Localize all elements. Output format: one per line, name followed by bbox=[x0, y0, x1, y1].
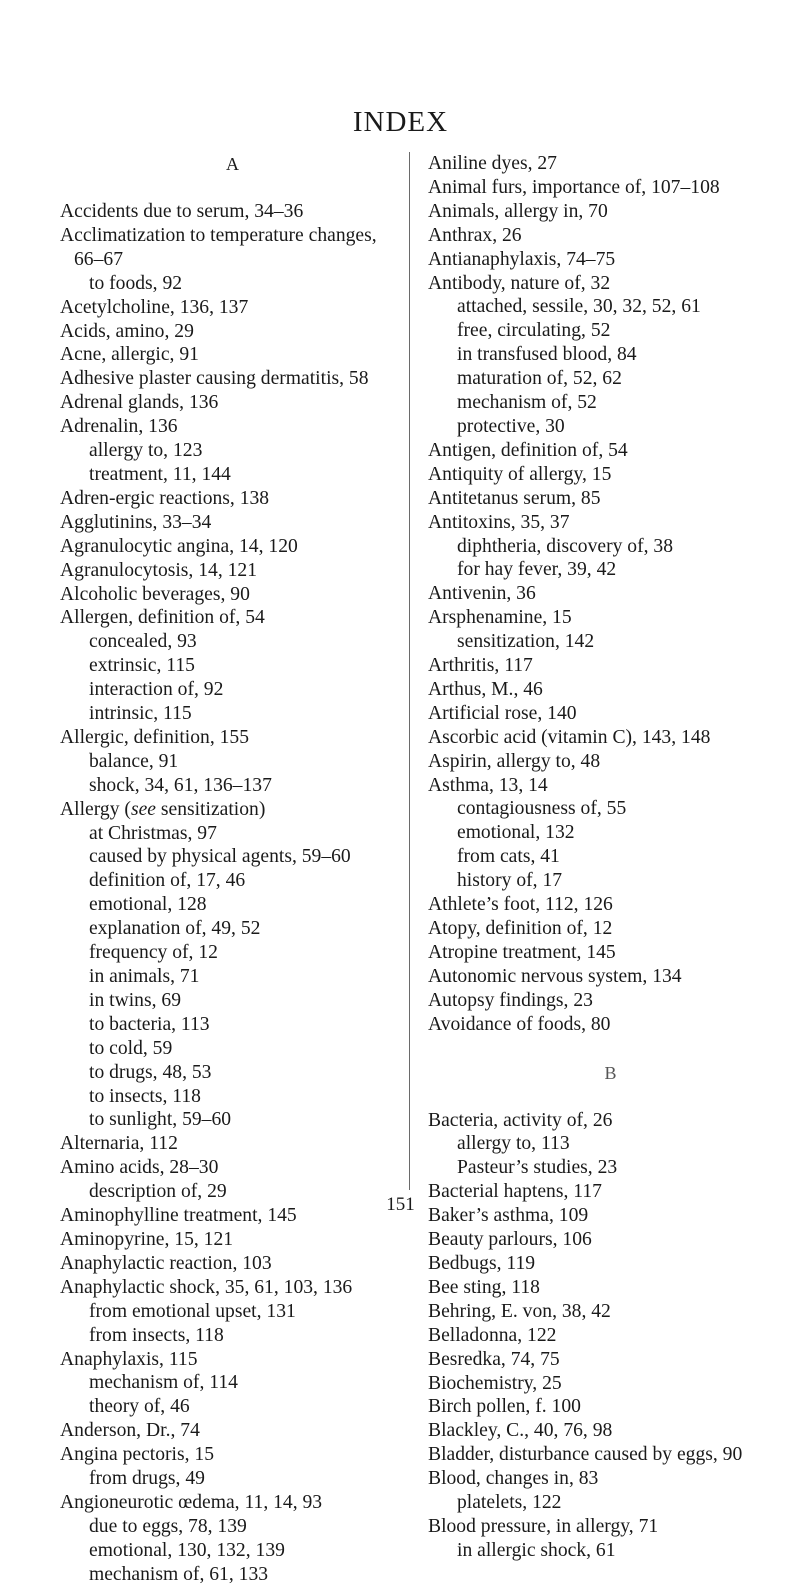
index-entry: Birch pollen, f. 100 bbox=[428, 1396, 581, 1418]
right-column bbox=[428, 152, 793, 1563]
index-entry: Autopsy findings, 23 bbox=[428, 989, 593, 1011]
index-entry: Allergic, definition, 155 bbox=[60, 726, 250, 748]
index-entry: Accidents due to serum, 34–36 bbox=[60, 201, 304, 222]
index-entry: Anaphylactic reaction, 103 bbox=[60, 1252, 272, 1274]
index-entry: Alcoholic beverages, 90 bbox=[60, 583, 250, 605]
index-entry: Blood pressure, in allergy, 71 bbox=[428, 1515, 659, 1537]
index-subentry: shock, 34, 61, 136–137 bbox=[89, 774, 272, 796]
index-entry: Angioneurotic œdema, 11, 14, 93 bbox=[60, 1491, 323, 1513]
index-entry: Bee sting, 118 bbox=[428, 1276, 540, 1298]
index-entry: Artificial rose, 140 bbox=[428, 702, 577, 724]
index-entry: Antivenin, 36 bbox=[428, 583, 536, 605]
index-subentry: to cold, 59 bbox=[89, 1037, 173, 1059]
index-subentry: explanation of, 49, 52 bbox=[89, 918, 261, 940]
right-entry-list-b bbox=[428, 1109, 793, 1563]
index-entry: Bacterial haptens, 117 bbox=[428, 1181, 602, 1203]
index-subentry: mechanism of, 114 bbox=[89, 1372, 238, 1394]
see-target: sensitization) bbox=[155, 798, 266, 820]
index-subentry: extrinsic, 115 bbox=[89, 655, 195, 677]
index-entry: Arthus, M., 46 bbox=[428, 678, 543, 700]
right-entry-list-a bbox=[428, 152, 793, 1037]
index-subentry: sensitization, 142 bbox=[457, 631, 595, 653]
index-entry: Agranulocytic angina, 14, 120 bbox=[60, 535, 298, 557]
index-subentry: allergy to, 113 bbox=[457, 1133, 570, 1155]
index-entry: Antiquity of allergy, 15 bbox=[428, 463, 612, 485]
page-title: INDEX bbox=[352, 106, 449, 138]
index-subentry: to bacteria, 113 bbox=[89, 1013, 210, 1035]
index-subentry: mechanism of, 61, 133 bbox=[89, 1563, 269, 1585]
index-entry: Biochemistry, 25 bbox=[428, 1372, 562, 1394]
index-entry: Adren-ergic reactions, 138 bbox=[60, 487, 270, 509]
index-entry: Acetylcholine, 136, 137 bbox=[60, 296, 249, 318]
index-entry: Antitetanus serum, 85 bbox=[428, 487, 601, 509]
index-subentry: allergy to, 123 bbox=[89, 440, 203, 462]
index-entry: Acne, allergic, 91 bbox=[60, 344, 199, 366]
index-entry: Angina pectoris, 15 bbox=[60, 1444, 214, 1466]
index-entry: Agranulocytosis, 14, 121 bbox=[60, 559, 258, 581]
index-entry: Besredka, 74, 75 bbox=[428, 1348, 560, 1370]
index-subentry: for hay fever, 39, 42 bbox=[457, 559, 617, 581]
index-subentry: attached, sessile, 30, 32, 52, 61 bbox=[457, 296, 701, 318]
index-entry: Agglutinins, 33–34 bbox=[60, 511, 212, 533]
index-entry: Anaphylactic shock, 35, 61, 103, 136 bbox=[60, 1276, 353, 1298]
left-entry-list bbox=[60, 200, 405, 1587]
index-subentry: from cats, 41 bbox=[457, 846, 560, 868]
index-entry: Arsphenamine, 15 bbox=[428, 607, 572, 629]
index-entry: Bedbugs, 119 bbox=[428, 1252, 536, 1274]
index-subentry: to foods, 92 bbox=[89, 272, 183, 294]
index-entry: Bacteria, activity of, 26 bbox=[428, 1109, 613, 1131]
index-entry: Acids, amino, 29 bbox=[60, 320, 194, 342]
index-entry: Autonomic nervous system, 134 bbox=[428, 965, 682, 987]
index-entry: Aspirin, allergy to, 48 bbox=[428, 750, 601, 772]
section-letter-a: A bbox=[226, 154, 239, 174]
index-subentry: balance, 91 bbox=[89, 750, 179, 772]
index-subentry: emotional, 128 bbox=[89, 894, 207, 916]
index-subentry: description of, 29 bbox=[89, 1181, 227, 1203]
index-entry: Amino acids, 28–30 bbox=[60, 1157, 219, 1179]
index-subentry: history of, 17 bbox=[457, 870, 563, 892]
index-subentry: treatment, 11, 144 bbox=[89, 463, 231, 485]
entry-head: Allergy bbox=[60, 798, 120, 820]
index-subentry: diphtheria, discovery of, 38 bbox=[457, 535, 674, 557]
index-entry: Belladonna, 122 bbox=[428, 1324, 557, 1346]
index-entry: Antibody, nature of, 32 bbox=[428, 272, 611, 294]
section-letter-b: B bbox=[604, 1062, 617, 1083]
index-subentry: Pasteur’s studies, 23 bbox=[457, 1157, 618, 1179]
index-entry: Anderson, Dr., 74 bbox=[60, 1420, 200, 1442]
index-entry: Anaphylaxis, 115 bbox=[60, 1348, 198, 1370]
index-entry: Animals, allergy in, 70 bbox=[428, 200, 608, 222]
index-subentry: free, circulating, 52 bbox=[457, 320, 611, 342]
index-subentry: in twins, 69 bbox=[89, 989, 181, 1011]
index-entry: Acclimatization to temperature changes, bbox=[60, 224, 377, 246]
index-subentry: to sunlight, 59–60 bbox=[89, 1109, 232, 1131]
index-entry: Atopy, definition of, 12 bbox=[428, 918, 613, 939]
index-entry: Bladder, disturbance caused by eggs, 90 bbox=[428, 1444, 743, 1466]
index-subentry: concealed, 93 bbox=[89, 631, 197, 653]
index-entry: Antitoxins, 35, 37 bbox=[428, 511, 570, 533]
index-subentry: in animals, 71 bbox=[89, 966, 200, 987]
page-number: 151 bbox=[386, 1194, 415, 1215]
index-entry: Allergen, definition of, 54 bbox=[60, 607, 265, 629]
index-subentry: from drugs, 49 bbox=[89, 1468, 205, 1490]
index-entry: Ascorbic acid (vitamin C), 143, 148 bbox=[428, 726, 711, 748]
index-subentry: to insects, 118 bbox=[89, 1085, 201, 1107]
index-entry: Aniline dyes, 27 bbox=[428, 153, 557, 174]
index-entry: Adrenal glands, 136 bbox=[60, 392, 219, 414]
left-column bbox=[60, 152, 405, 1587]
index-entry: Allergy (see sensitization) bbox=[60, 798, 266, 820]
index-subentry: emotional, 132 bbox=[457, 822, 575, 844]
index-subentry: interaction of, 92 bbox=[89, 679, 224, 701]
index-entry: Blood, changes in, 83 bbox=[428, 1468, 599, 1490]
index-subentry: in allergic shock, 61 bbox=[457, 1539, 616, 1561]
index-subentry: theory of, 46 bbox=[89, 1396, 190, 1418]
see-reference: see bbox=[130, 798, 156, 820]
index-entry: Avoidance of foods, 80 bbox=[428, 1013, 611, 1035]
index-subentry: from emotional upset, 131 bbox=[89, 1300, 296, 1322]
index-entry: Arthritis, 117 bbox=[428, 655, 533, 677]
index-subentry: 66–67 bbox=[74, 248, 123, 270]
index-entry: Antianaphylaxis, 74–75 bbox=[428, 248, 616, 270]
index-subentry: protective, 30 bbox=[457, 415, 565, 437]
index-subentry: intrinsic, 115 bbox=[89, 703, 192, 725]
index-entry: Beauty parlours, 106 bbox=[428, 1229, 592, 1251]
index-subentry: emotional, 130, 132, 139 bbox=[89, 1539, 285, 1561]
index-entry: Antigen, definition of, 54 bbox=[428, 439, 628, 461]
index-subentry: caused by physical agents, 59–60 bbox=[89, 846, 351, 868]
index-entry: Alternaria, 112 bbox=[60, 1133, 178, 1155]
index-entry: Athlete’s foot, 112, 126 bbox=[428, 894, 613, 916]
index-entry: Blackley, C., 40, 76, 98 bbox=[428, 1420, 613, 1442]
index-subentry: contagiousness of, 55 bbox=[457, 798, 627, 820]
index-entry: Adhesive plaster causing dermatitis, 58 bbox=[60, 368, 369, 390]
index-entry: Behring, E. von, 38, 42 bbox=[428, 1300, 611, 1322]
index-subentry: maturation of, 52, 62 bbox=[457, 368, 622, 390]
column-divider bbox=[409, 152, 410, 1190]
index-entry: Asthma, 13, 14 bbox=[428, 774, 548, 796]
index-subentry: platelets, 122 bbox=[457, 1492, 562, 1514]
index-subentry: at Christmas, 97 bbox=[89, 822, 217, 844]
index-subentry: mechanism of, 52 bbox=[457, 392, 597, 414]
index-subentry: to drugs, 48, 53 bbox=[89, 1061, 212, 1083]
index-entry: Animal furs, importance of, 107–108 bbox=[428, 176, 720, 198]
index-subentry: definition of, 17, 46 bbox=[89, 870, 246, 892]
index-subentry: due to eggs, 78, 139 bbox=[89, 1515, 247, 1537]
index-subentry: in transfused blood, 84 bbox=[457, 344, 637, 366]
index-entry: Aminopyrine, 15, 121 bbox=[60, 1228, 234, 1250]
index-entry: Baker’s asthma, 109 bbox=[428, 1205, 589, 1227]
index-entry: Aminophylline treatment, 145 bbox=[60, 1205, 297, 1227]
index-subentry: frequency of, 12 bbox=[89, 942, 218, 964]
index-entry: Atropine treatment, 145 bbox=[428, 941, 616, 963]
index-subentry: from insects, 118 bbox=[89, 1324, 224, 1346]
index-entry: Adrenalin, 136 bbox=[60, 416, 178, 438]
index-entry: Anthrax, 26 bbox=[428, 224, 522, 246]
